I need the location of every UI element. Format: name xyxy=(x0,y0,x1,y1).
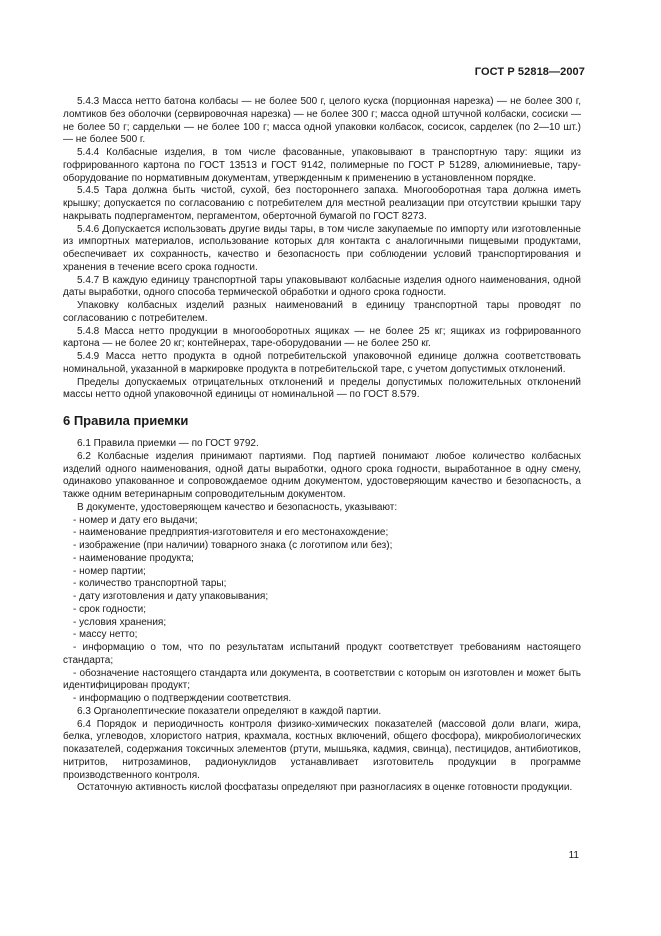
paragraph: В документе, удостоверяющем качество и безопасность, указывают: xyxy=(77,501,398,513)
paragraph: Пределы допускаемых отрицательных отклонений и пределы допустимых положительных отклонений массы нетто одной упаковочной единицы от номинальной — по ГОСТ 8.579. xyxy=(63,376,581,401)
paragraph: 5.4.3 Масса нетто батона колбасы — не более 500 г, целого куска (порционная нарезка) — не более 300 г, ломтиков без оболочки (сервировочная нарезка) — не более 300 г; масса одной штучной колбаски, сосиски — не более 50 г; сардельки — не более 100 г; масса одной упаковки колбасок, сосисок, сарделек (по 2—10 шт.) — не более 500 г. xyxy=(63,96,581,146)
paragraph: Остаточную активность кислой фосфатазы определяют при разногласиях в оценке готовности продукции. xyxy=(77,782,573,794)
paragraph: Упаковку колбасных изделий разных наименований в единицу транспортной тары проводят по согласованию с потребителем. xyxy=(63,300,581,324)
document-body xyxy=(63,96,581,795)
list-item: - информацию о том, что по результатам испытаний продукт соответствует требованиям настоящего стандарта; xyxy=(63,642,581,666)
list-item: - номер партии; xyxy=(73,565,146,577)
paragraph: 5.4.5 Тара должна быть чистой, сухой, без постороннего запаха. Многооборотная тара должна иметь крышку; допускается по согласованию с потребителем для местной реализации при отсутствии крышки тару накрывать подпергаментом, пергаментом, оберточной бумагой по ГОСТ 8273. xyxy=(63,185,581,222)
page-number: 11 xyxy=(568,850,579,861)
list-item: - номер и дату его выдачи; xyxy=(73,514,198,526)
list-item: - изображение (при наличии) товарного знака (с логотипом или без); xyxy=(73,540,393,551)
list-item: - информацию о подтверждении соответствия. xyxy=(73,693,292,704)
paragraph: 6.3 Органолептические показатели определяют в каждой партии. xyxy=(77,705,382,717)
list-item: - наименование предприятия-изготовителя и его местонахождение; xyxy=(73,527,389,539)
list-item: - обозначение настоящего стандарта или документа, в соответствии с которым он изготовлен и может быть идентифицирован продукт; xyxy=(63,667,581,692)
list-item: - количество транспортной тары; xyxy=(73,578,227,590)
section-heading: 6 Правила приемки xyxy=(63,413,189,428)
list-item: - условия хранения; xyxy=(73,616,167,628)
list-item: - дату изготовления и дату упаковывания; xyxy=(73,591,269,602)
paragraph: 5.4.6 Допускается использовать другие виды тары, в том числе закупаемые по импорту или изготовленные из импортных материалов, использование которых для контакта с аналогичными пищевыми продуктами, обеспечивает их сохранность, качество и безопасность при соблюдении условий транспортирования и хранения в течение всего срока годности. xyxy=(63,223,581,273)
paragraph: 6.1 Правила приемки — по ГОСТ 9792. xyxy=(77,438,259,449)
paragraph: 5.4.7 В каждую единицу транспортной тары упаковывают колбасные изделия одного наименования, одной даты выработки, одного способа термической обработки и одного срока годности. xyxy=(63,274,581,299)
list-item: - массу нетто; xyxy=(73,629,138,641)
paragraph: 5.4.8 Масса нетто продукции в многооборотных ящиках — не более 25 кг; ящиках из гофрированного картона — не более 20 кг; контейнерах, таре-оборудовании — не более 250 кг. xyxy=(63,325,581,350)
list-item: - наименование продукта; xyxy=(73,552,194,564)
document-header: ГОСТ Р 52818—2007 xyxy=(474,66,585,78)
paragraph: 5.4.4 Колбасные изделия, в том числе фасованные, упаковывают в транспортную тару: ящики из гофрированного картона по ГОСТ 13513 и ГОСТ 9142, полимерные по ГОСТ Р 51289, алюминиевые, тару-оборудование по нормативным документам, утвержденным к применению в установленном порядке. xyxy=(63,147,581,184)
paragraph: 5.4.9 Масса нетто продукта в одной потребительской упаковочной единице должна соответствовать номинальной, указанной в маркировке продукта в потребительской таре, с учетом допустимых отклонений. xyxy=(63,351,581,375)
list-item: - срок годности; xyxy=(73,603,147,615)
paragraph: 6.4 Порядок и периодичность контроля физико-химических показателей (массовой доли влаги, жира, белка, углеводов, хлористого натрия, крахмала, костных включений, общего фосфора), микробиологических показателей, содержания токсичных элементов (ртути, мышьяка, кадмия, свинца), пестицидов, антибиотиков, нитритов, нитрозаминов, радионуклидов устанавливает изготовитель продукции в программе производственного контроля. xyxy=(63,718,581,781)
paragraph: 6.2 Колбасные изделия принимают партиями. Под партией понимают любое количество колбасных изделий одного наименования, одной даты выработки, одного срока годности, выработанное в одну смену, одинаково упакованное и сопровождаемое одним документом, удостоверяющим качество и безопасность, а также одним ветеринарным сопроводительным документом. xyxy=(63,450,581,500)
